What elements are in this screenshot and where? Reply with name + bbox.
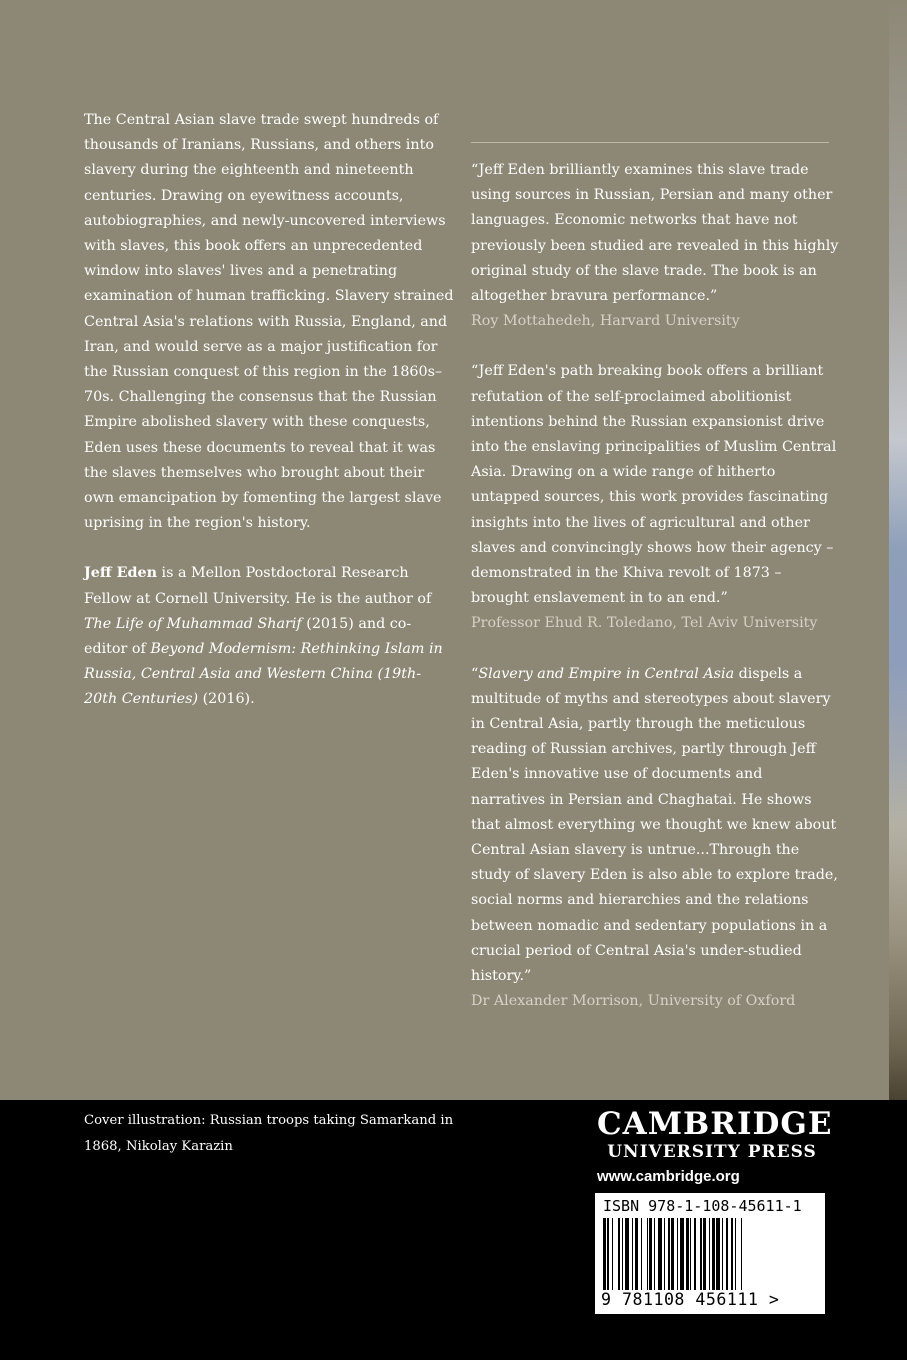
barcode-bar [654,1218,655,1290]
review-attribution: Dr Alexander Morrison, University of Oxford [471,993,796,1010]
review-quote: “Jeff Eden brilliantly examines this slave trade using sources in Russian, Persian and many other languages. Economic networks that have not previously been studied are revealed in this highly original study of the slave trade. The book is an altogether bravura performance.” [471,162,839,305]
barcode-bar [603,1218,606,1290]
barcode-bar [622,1218,623,1290]
barcode-bar [668,1218,669,1290]
cover-credit: Cover illustration: Russian troops taking Samarkand in 1868, Nikolay Karazin [84,1113,454,1154]
review-attribution: Professor Ehud R. Toledano, Tel Aviv University [471,615,818,632]
divider [471,142,829,143]
barcode-bar [618,1218,621,1290]
barcode-bar [641,1218,642,1290]
blurb-column [84,108,454,713]
barcode-bar [686,1218,689,1290]
barcode-bar [635,1218,638,1290]
barcode-bar [712,1218,715,1290]
barcode-bar [649,1218,652,1290]
barcode-bar [612,1218,613,1290]
reviews-column [471,158,841,1015]
author-bio-text: (2016). [198,691,255,708]
review-quote: “Jeff Eden's path breaking book offers a brilliant refutation of the self-proclaimed abolitionist intentions behind the Russian expansionist drive into the enslaving principalities of Muslim Central Asia. Drawing on a wide range of hitherto untapped sources, this work provides fascinating insights into the lives of agricultural and other slaves and convincingly shows how their agency – demonstrated in the Khiva revolt of 1873 – brought enslavement in to an end.” [471,363,837,607]
barcode-bar [658,1218,662,1290]
book-title-2: Beyond Modernism: Rethinking Islam in Russia, Central Asia and Western China (19th-20th Centuries) [84,641,443,708]
barcode-bar [716,1218,720,1290]
barcode-bar [664,1218,665,1290]
review-attribution: Roy Mottahedeh, Harvard University [471,313,740,330]
publisher-name: UNIVERSITY PRESS [607,1142,817,1162]
review-quote-text: dispels a multitude of myths and stereotypes about slavery in Central Asia, partly through the meticulous reading of Russian archives, partly through Jeff Eden's innovative use of documents and narratives in Persian and Chaghatai. He shows that almost everything we thought we knew about Central Asian slavery is untrue...Through the study of slavery Eden is also able to explore trade, social norms and hierarchies and the relations between nomadic and sedentary populations in a crucial period of Central Asia's under-studied history.” [471,665,838,985]
book-title-1: The Life of Muhammad Sharif [84,615,302,632]
barcode-bar [700,1218,701,1290]
barcode-bar [625,1218,629,1290]
barcode-bar [680,1218,684,1290]
barcode-bar [647,1218,648,1290]
quoted-book-title: Slavery and Empire in Central Asia [478,665,735,682]
review-quote [471,662,841,990]
publisher-logo: CAMBRIDGE [597,1106,833,1142]
barcode-bar [731,1218,734,1290]
author-bio [84,561,454,712]
quote-mark: “ [471,665,479,682]
barcode-bar [694,1218,695,1290]
author-name: Jeff Eden [84,565,157,582]
blurb-paragraph: The Central Asian slave trade swept hundreds of thousands of Iranians, Russians, and others into slavery during the eighteenth and nineteenth centuries. Drawing on eyewitness accounts, autobiographies, and newly-uncovered interviews with slaves, this book offers an unprecedented window into slaves' lives and a penetrating examination of human trafficking. Slavery strained Central Asia's relations with Russia, England, and Iran, and would serve as a major justification for the Russian conquest of this region in the 1860s–70s. Challenging the consensus that the Russian Empire abolished slavery with these conquests, Eden uses these documents to reveal that it was the slaves themselves who brought about their own emancipation by fomenting the largest slave uprising in the region's history. [84,112,454,532]
isbn-label: ISBN 978-1-108-45611-1 [603,1197,802,1215]
isbn-box [595,1193,825,1314]
publisher-url: www.cambridge.org [597,1168,740,1185]
barcode-bar [709,1218,710,1290]
author-bio-text: is a Mellon Postdoctoral Research Fellow at Cornell University. He is the author of [84,565,432,607]
barcode-bar [671,1218,674,1290]
cover-illustration-edge [889,0,907,1100]
barcode-bar [741,1218,742,1290]
barcode-bar [690,1218,691,1290]
barcode-bar [726,1218,727,1290]
author-bio-text: (2015) and co-editor of [84,615,412,658]
barcode-bar [632,1218,633,1290]
barcode [603,1218,817,1290]
barcode-bar [722,1218,723,1290]
barcode-bar [607,1218,608,1290]
barcode-bar [677,1218,678,1290]
barcode-digits: 9 781108 456111 > [601,1290,780,1309]
barcode-bar [703,1218,706,1290]
barcode-bar [735,1218,736,1290]
